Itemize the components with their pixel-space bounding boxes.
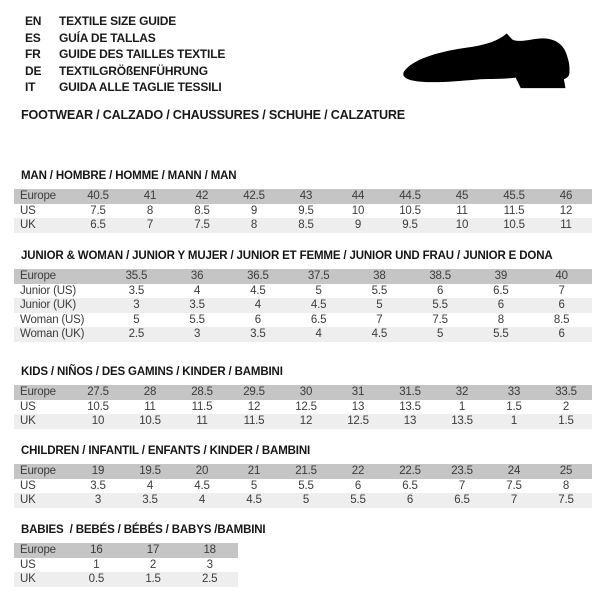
table-cell: 5.5 — [189, 313, 205, 326]
row-label: UK — [20, 415, 36, 428]
table-row — [14, 204, 592, 219]
table-cell: 6.5 — [402, 479, 418, 492]
row-label: US — [20, 400, 36, 413]
row-label: US — [20, 479, 36, 492]
table-cell: 11.5 — [191, 400, 213, 413]
table-cell: 5 — [376, 299, 383, 312]
size-grid-children — [14, 464, 592, 508]
table-cell: 3 — [133, 299, 140, 312]
table-cell: 27.5 — [87, 386, 109, 398]
table-cell: 7.5 — [432, 313, 448, 326]
table-cell: 6 — [437, 284, 444, 297]
table-cell: 44.5 — [399, 190, 421, 202]
row-label: Europe — [20, 190, 56, 202]
language-row-fr — [25, 46, 225, 63]
table-cell: 4.5 — [194, 479, 210, 492]
size-table-man — [14, 170, 592, 233]
row-label: Europe — [20, 386, 56, 398]
table-row — [14, 327, 592, 342]
table-cell: 3 — [94, 494, 102, 507]
table-row — [14, 313, 592, 328]
language-code: DE — [25, 63, 42, 78]
table-cell: 13 — [351, 400, 365, 413]
table-cell: 13.5 — [399, 400, 421, 413]
size-grid-kids — [14, 385, 592, 429]
row-label: UK — [20, 494, 36, 507]
table-cell: 5.5 — [350, 494, 366, 507]
table-cell: 6 — [558, 299, 565, 312]
table-cell: 4.5 — [246, 494, 262, 507]
table-cell: 4.5 — [250, 284, 266, 297]
table-cell: 11 — [196, 415, 208, 428]
table-cell: 11.5 — [243, 415, 265, 428]
table-cell: 24 — [507, 465, 521, 477]
language-code: EN — [25, 14, 42, 28]
row-label: US — [20, 558, 36, 571]
table-cell: 3.5 — [128, 284, 145, 297]
table-title: BABIES / BEBÉS / BÉBÉS / BABYS /BAMBINI — [21, 524, 266, 536]
table-cell: 38.5 — [429, 270, 451, 282]
size-grid-man — [14, 189, 592, 233]
table-cell: 22.5 — [399, 465, 421, 477]
table-cell: 1 — [510, 415, 518, 428]
row-label: UK — [20, 573, 36, 586]
table-cell: 18 — [203, 544, 216, 556]
table-row — [14, 269, 592, 284]
table-cell: 2 — [149, 558, 157, 571]
table-cell: 10.5 — [87, 400, 109, 413]
table-cell: 19 — [91, 465, 105, 477]
table-cell: 7 — [558, 284, 565, 297]
table-cell: 6.5 — [310, 313, 327, 326]
table-cell: 7.5 — [90, 204, 106, 217]
table-cell: 46 — [559, 190, 573, 202]
size-table-junior-woman — [14, 250, 592, 342]
table-cell: 33.5 — [555, 386, 577, 398]
row-label: US — [20, 204, 36, 217]
language-row-es — [25, 30, 225, 47]
table-cell: 11.5 — [503, 204, 525, 217]
language-row-it — [25, 79, 225, 96]
table-cell: 42.5 — [243, 190, 265, 202]
table-cell: 22 — [351, 465, 365, 477]
table-cell: 45.5 — [503, 190, 525, 202]
table-cell: 6 — [558, 328, 565, 341]
dress-shoe-icon — [396, 31, 578, 93]
table-cell: 30 — [299, 386, 313, 398]
table-title: CHILDREN / INFANTIL / ENFANTS / KINDER / BAMBINI — [21, 445, 311, 457]
table-cell: 9.5 — [298, 204, 314, 217]
table-cell: 7 — [458, 479, 466, 492]
table-cell: 37.5 — [307, 270, 330, 282]
table-cell: 1 — [458, 400, 466, 413]
table-cell: 31.5 — [399, 386, 421, 398]
language-code: FR — [25, 47, 41, 62]
table-cell: 6.5 — [90, 219, 106, 232]
table-cell: 3.5 — [142, 494, 158, 507]
table-cell: 31 — [351, 386, 365, 398]
size-grid-babies — [14, 543, 238, 587]
table-cell: 0.5 — [88, 573, 105, 586]
table-cell: 40 — [555, 270, 568, 282]
table-cell: 19.5 — [139, 465, 161, 477]
row-label: Woman (US) — [20, 313, 85, 326]
table-cell: 10 — [91, 415, 105, 428]
row-label: Junior (US) — [20, 284, 76, 297]
category-title: FOOTWEAR / CALZADO / CHAUSSURES / SCHUHE / CALZATURE — [21, 108, 405, 122]
table-cell: 40.5 — [87, 190, 109, 202]
table-cell: 36 — [190, 270, 204, 282]
table-cell: 6.5 — [454, 494, 470, 507]
table-cell: 21 — [247, 465, 261, 477]
table-cell: 10 — [351, 204, 365, 217]
table-cell: 7 — [146, 219, 154, 232]
table-cell: 5 — [250, 479, 258, 492]
table-cell: 1.5 — [506, 400, 522, 413]
table-cell: 1.5 — [558, 415, 574, 428]
table-row — [14, 558, 238, 573]
table-cell: 6 — [497, 299, 504, 312]
table-cell: 10.5 — [139, 415, 161, 428]
table-cell: 4 — [194, 284, 201, 297]
table-cell: 10.5 — [399, 204, 421, 217]
table-row — [14, 464, 592, 479]
table-cell: 4 — [315, 328, 322, 341]
size-table-babies — [14, 524, 266, 587]
table-cell: 12.5 — [295, 400, 317, 413]
table-cell: 5 — [302, 494, 310, 507]
row-label: Europe — [20, 544, 56, 556]
row-label: UK — [20, 219, 36, 232]
language-label: GUIDA ALLE TAGLIE TESSILI — [59, 80, 222, 95]
table-row — [14, 218, 592, 233]
table-cell: 9.5 — [402, 219, 418, 232]
table-cell: 12 — [559, 204, 573, 217]
table-cell: 8.5 — [298, 219, 314, 232]
row-label: Woman (UK) — [20, 328, 85, 341]
table-cell: 8 — [497, 313, 504, 326]
table-row — [14, 479, 592, 494]
table-cell: 5 — [437, 328, 444, 341]
table-cell: 20 — [195, 465, 209, 477]
table-cell: 6.5 — [493, 284, 509, 297]
language-label: GUÍA DE TALLAS — [59, 30, 156, 45]
table-cell: 7.5 — [194, 219, 210, 232]
table-cell: 25 — [559, 465, 573, 477]
table-cell: 3.5 — [189, 299, 205, 312]
table-cell: 10 — [455, 219, 469, 232]
language-code: IT — [25, 80, 36, 95]
table-cell: 29.5 — [243, 386, 265, 398]
table-cell: 42 — [195, 190, 209, 202]
table-cell: 16 — [90, 544, 103, 556]
table-row — [14, 493, 592, 508]
table-cell: 39 — [494, 270, 508, 282]
table-cell: 43 — [299, 190, 313, 202]
table-title: JUNIOR & WOMAN / JUNIOR Y MUJER / JUNIOR ET FEMME / JUNIOR UND FRAU / JUNIOR E DONA — [21, 250, 553, 262]
table-title: KIDS / NIÑOS / DES GAMINS / KINDER / BAMBINI — [21, 366, 283, 378]
language-header — [25, 13, 225, 96]
row-label: Junior (UK) — [20, 299, 76, 312]
table-cell: 4 — [198, 494, 206, 507]
table-cell: 6 — [354, 479, 362, 492]
table-cell: 13.5 — [451, 415, 473, 428]
table-cell: 5.5 — [493, 328, 509, 341]
table-cell: 7.5 — [558, 494, 574, 507]
table-cell: 4 — [146, 479, 154, 492]
table-cell: 23.5 — [451, 465, 473, 477]
table-cell: 12.5 — [347, 415, 369, 428]
language-row-en — [25, 13, 225, 30]
size-table-kids — [14, 366, 592, 429]
language-label: TEXTILGRÖßENFÜHRUNG — [59, 63, 208, 78]
table-cell: 3 — [206, 558, 213, 571]
table-cell: 3 — [194, 328, 201, 341]
table-cell: 6 — [406, 494, 414, 507]
table-cell: 9 — [250, 204, 258, 217]
table-cell: 5.5 — [371, 284, 388, 297]
table-cell: 7.5 — [506, 479, 522, 492]
table-cell: 12 — [299, 415, 313, 428]
table-cell: 5.5 — [432, 299, 448, 312]
table-cell: 4.5 — [310, 299, 327, 312]
table-cell: 1.5 — [145, 573, 161, 586]
table-cell: 5 — [133, 313, 140, 326]
table-cell: 8.5 — [553, 313, 570, 326]
table-cell: 28 — [143, 386, 157, 398]
size-table-children — [14, 445, 592, 508]
table-row — [14, 414, 592, 429]
language-row-de — [25, 63, 225, 80]
table-row — [14, 543, 238, 558]
table-cell: 3.5 — [250, 328, 266, 341]
table-cell: 6 — [254, 313, 261, 326]
table-row — [14, 400, 592, 415]
table-title: MAN / HOMBRE / HOMME / MANN / MAN — [21, 170, 237, 182]
row-label: Europe — [20, 465, 56, 477]
language-label: GUIDE DES TAILLES TEXTILE — [59, 47, 226, 62]
table-cell: 33 — [507, 386, 521, 398]
row-label: Europe — [20, 270, 56, 282]
table-cell: 10.5 — [503, 219, 525, 232]
table-cell: 7 — [376, 313, 383, 326]
table-cell: 4 — [254, 299, 261, 312]
table-cell: 11 — [144, 400, 156, 413]
table-cell: 11 — [560, 219, 572, 232]
table-cell: 28.5 — [191, 386, 213, 398]
table-cell: 3.5 — [90, 479, 106, 492]
table-cell: 1 — [93, 558, 100, 571]
table-cell: 2 — [562, 400, 570, 413]
table-cell: 4.5 — [371, 328, 388, 341]
table-cell: 7 — [510, 494, 518, 507]
table-cell: 41 — [143, 190, 157, 202]
language-label: TEXTILE SIZE GUIDE — [59, 14, 177, 28]
table-cell: 45 — [455, 190, 469, 202]
table-cell: 8 — [146, 204, 154, 217]
table-cell: 9 — [354, 219, 362, 232]
table-cell: 38 — [373, 270, 386, 282]
table-cell: 36.5 — [247, 270, 269, 282]
table-cell: 44 — [351, 190, 365, 202]
table-cell: 13 — [403, 415, 417, 428]
language-code: ES — [25, 30, 41, 45]
table-cell: 35.5 — [125, 270, 148, 282]
table-row — [14, 572, 238, 587]
table-cell: 5.5 — [298, 479, 314, 492]
table-row — [14, 298, 592, 313]
table-row — [14, 189, 592, 204]
table-cell: 32 — [455, 386, 469, 398]
table-cell: 2.5 — [128, 328, 145, 341]
size-grid-junior-woman — [14, 269, 592, 342]
table-cell: 8 — [562, 479, 570, 492]
table-cell: 11 — [456, 204, 468, 217]
table-cell: 17 — [146, 544, 160, 556]
table-row — [14, 385, 592, 400]
table-row — [14, 284, 592, 299]
table-cell: 21.5 — [295, 465, 317, 477]
table-cell: 8 — [250, 219, 258, 232]
table-cell: 8.5 — [194, 204, 210, 217]
table-cell: 5 — [315, 284, 322, 297]
table-cell: 2.5 — [201, 573, 218, 586]
table-cell: 12 — [247, 400, 261, 413]
